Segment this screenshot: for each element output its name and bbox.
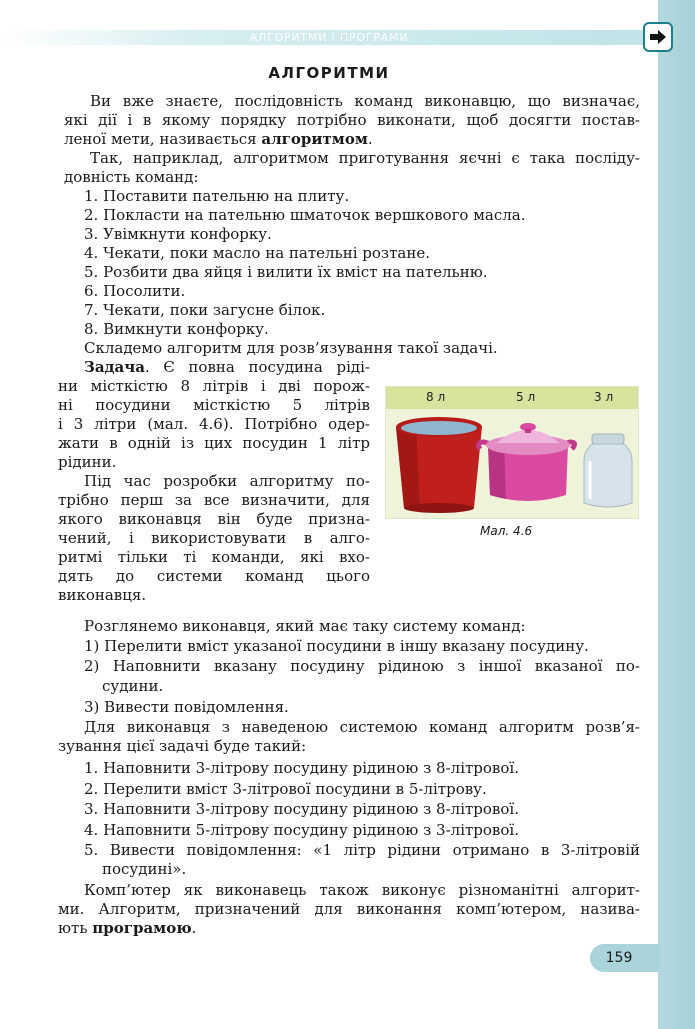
bucket-icon <box>396 417 482 513</box>
section-header: АЛГОРИТМИ І ПРОГРАМИ <box>249 31 409 44</box>
intro-line: Так, наприклад, алгоритмом приготування яєчні є така посліду- <box>90 149 640 167</box>
intro-line: леної мети, називається алгоритмом. <box>64 130 373 148</box>
next-page-button[interactable] <box>643 22 673 52</box>
task-line: рідини. <box>58 453 117 471</box>
dev-line: якого виконавця він буде призна- <box>58 510 370 528</box>
intro-line: які дії і в якому порядку потрібно виконати, щоб досягти постав- <box>64 111 640 129</box>
list-item: 6. Посолити. <box>84 282 186 300</box>
computer-line: ють програмою. <box>58 919 197 937</box>
list-item: 5. Вивести повідомлення: «1 літр рідини отримано в 3-літровій <box>84 841 640 859</box>
list-item: 1. Наповнити 3-літрову посудину рідиною з 8-літрової. <box>84 759 519 777</box>
intro-line: Ви вже знаєте, послідовність команд виконавцю, що визначає, <box>90 92 640 110</box>
dev-line: дять до системи команд цього <box>58 567 370 585</box>
term-program: програмою <box>92 919 192 937</box>
computer-line: Комп’ютер як виконавець також виконує різноманітні алгорит- <box>84 881 640 899</box>
exec-line: Для виконавця з наведеною системою команд алгоритм розв’я- <box>84 718 640 736</box>
vessels-illustration <box>386 387 638 518</box>
list-item: 3. Увімкнути конфорку. <box>84 225 272 243</box>
dev-line: виконавця. <box>58 586 147 604</box>
list-item: 2. Покласти на пательню шматочок вершкового масла. <box>84 206 526 224</box>
computer-line: ми. Алгоритм, призначений для виконання комп’ютером, назива- <box>58 900 640 918</box>
label-3l: 3 л <box>594 390 614 404</box>
side-strip <box>658 0 695 1029</box>
pot-icon <box>479 423 575 501</box>
list-item: 7. Чекати, поки загусне білок. <box>84 301 326 319</box>
dev-line: Під час розробки алгоритму по- <box>84 472 370 490</box>
dev-line: ритмі тільки ті команди, які вхо- <box>58 548 370 566</box>
page-number: 159 <box>605 950 633 966</box>
list-item: 8. Вимкнути конфорку. <box>84 320 269 338</box>
jar-icon <box>584 434 632 507</box>
term-algorithm: алгоритмом <box>261 130 368 148</box>
command-item: 1) Перелити вміст указаної посудини в іншу вказану посудину. <box>84 637 589 655</box>
list-item: 2. Перелити вміст 3-літрової посудини в 5-літрову. <box>84 780 487 798</box>
intro-line: довність команд: <box>64 168 199 186</box>
task-label: Задача <box>84 358 145 376</box>
dev-line: чений, і використовувати в алго- <box>58 529 370 547</box>
label-5l: 5 л <box>516 390 536 404</box>
list-item: 4. Чекати, поки масло на пательні розтане. <box>84 244 430 262</box>
dev-line: трібно перш за все визначити, для <box>58 491 370 509</box>
task-line: і 3 літри (мал. 4.6). Потрібно одер- <box>58 415 370 433</box>
task-line: Задача. Є повна посудина рідi- <box>84 358 370 376</box>
command-item: 2) Наповнити вказану посудину рідиною з іншої вказаної по- <box>84 657 640 675</box>
task-line: жати в одній із цих посудин 1 літр <box>58 434 370 452</box>
task-line: ні посудини місткістю 5 літрів <box>58 396 370 414</box>
figure-vessels <box>385 386 639 519</box>
consider-line: Розглянемо виконавця, який має таку систему команд: <box>84 617 526 635</box>
command-item: судини. <box>102 677 164 695</box>
list-item: посудині». <box>102 860 187 878</box>
list-item: 4. Наповнити 5-літрову посудину рідиною з 3-літрової. <box>84 821 519 839</box>
label-8l: 8 л <box>426 390 446 404</box>
arrow-right-icon <box>649 29 667 45</box>
list-item: 3. Наповнити 3-літрову посудину рідиною з 8-літрової. <box>84 800 519 818</box>
list-item: 1. Поставити пательню на плиту. <box>84 187 350 205</box>
compose-line: Складемо алгоритм для розв’язування такої задачі. <box>84 339 498 357</box>
exec-line: зування цієї задачі буде такий: <box>58 737 307 755</box>
command-item: 3) Вивести повідомлення. <box>84 698 289 716</box>
page-title: АЛГОРИТМИ <box>268 64 390 82</box>
figure-caption: Мал. 4.6 <box>480 524 533 538</box>
list-item: 5. Розбити два яйця і вилити їх вміст на пательню. <box>84 263 488 281</box>
task-line: ни місткістю 8 літрів і дві порож- <box>58 377 370 395</box>
